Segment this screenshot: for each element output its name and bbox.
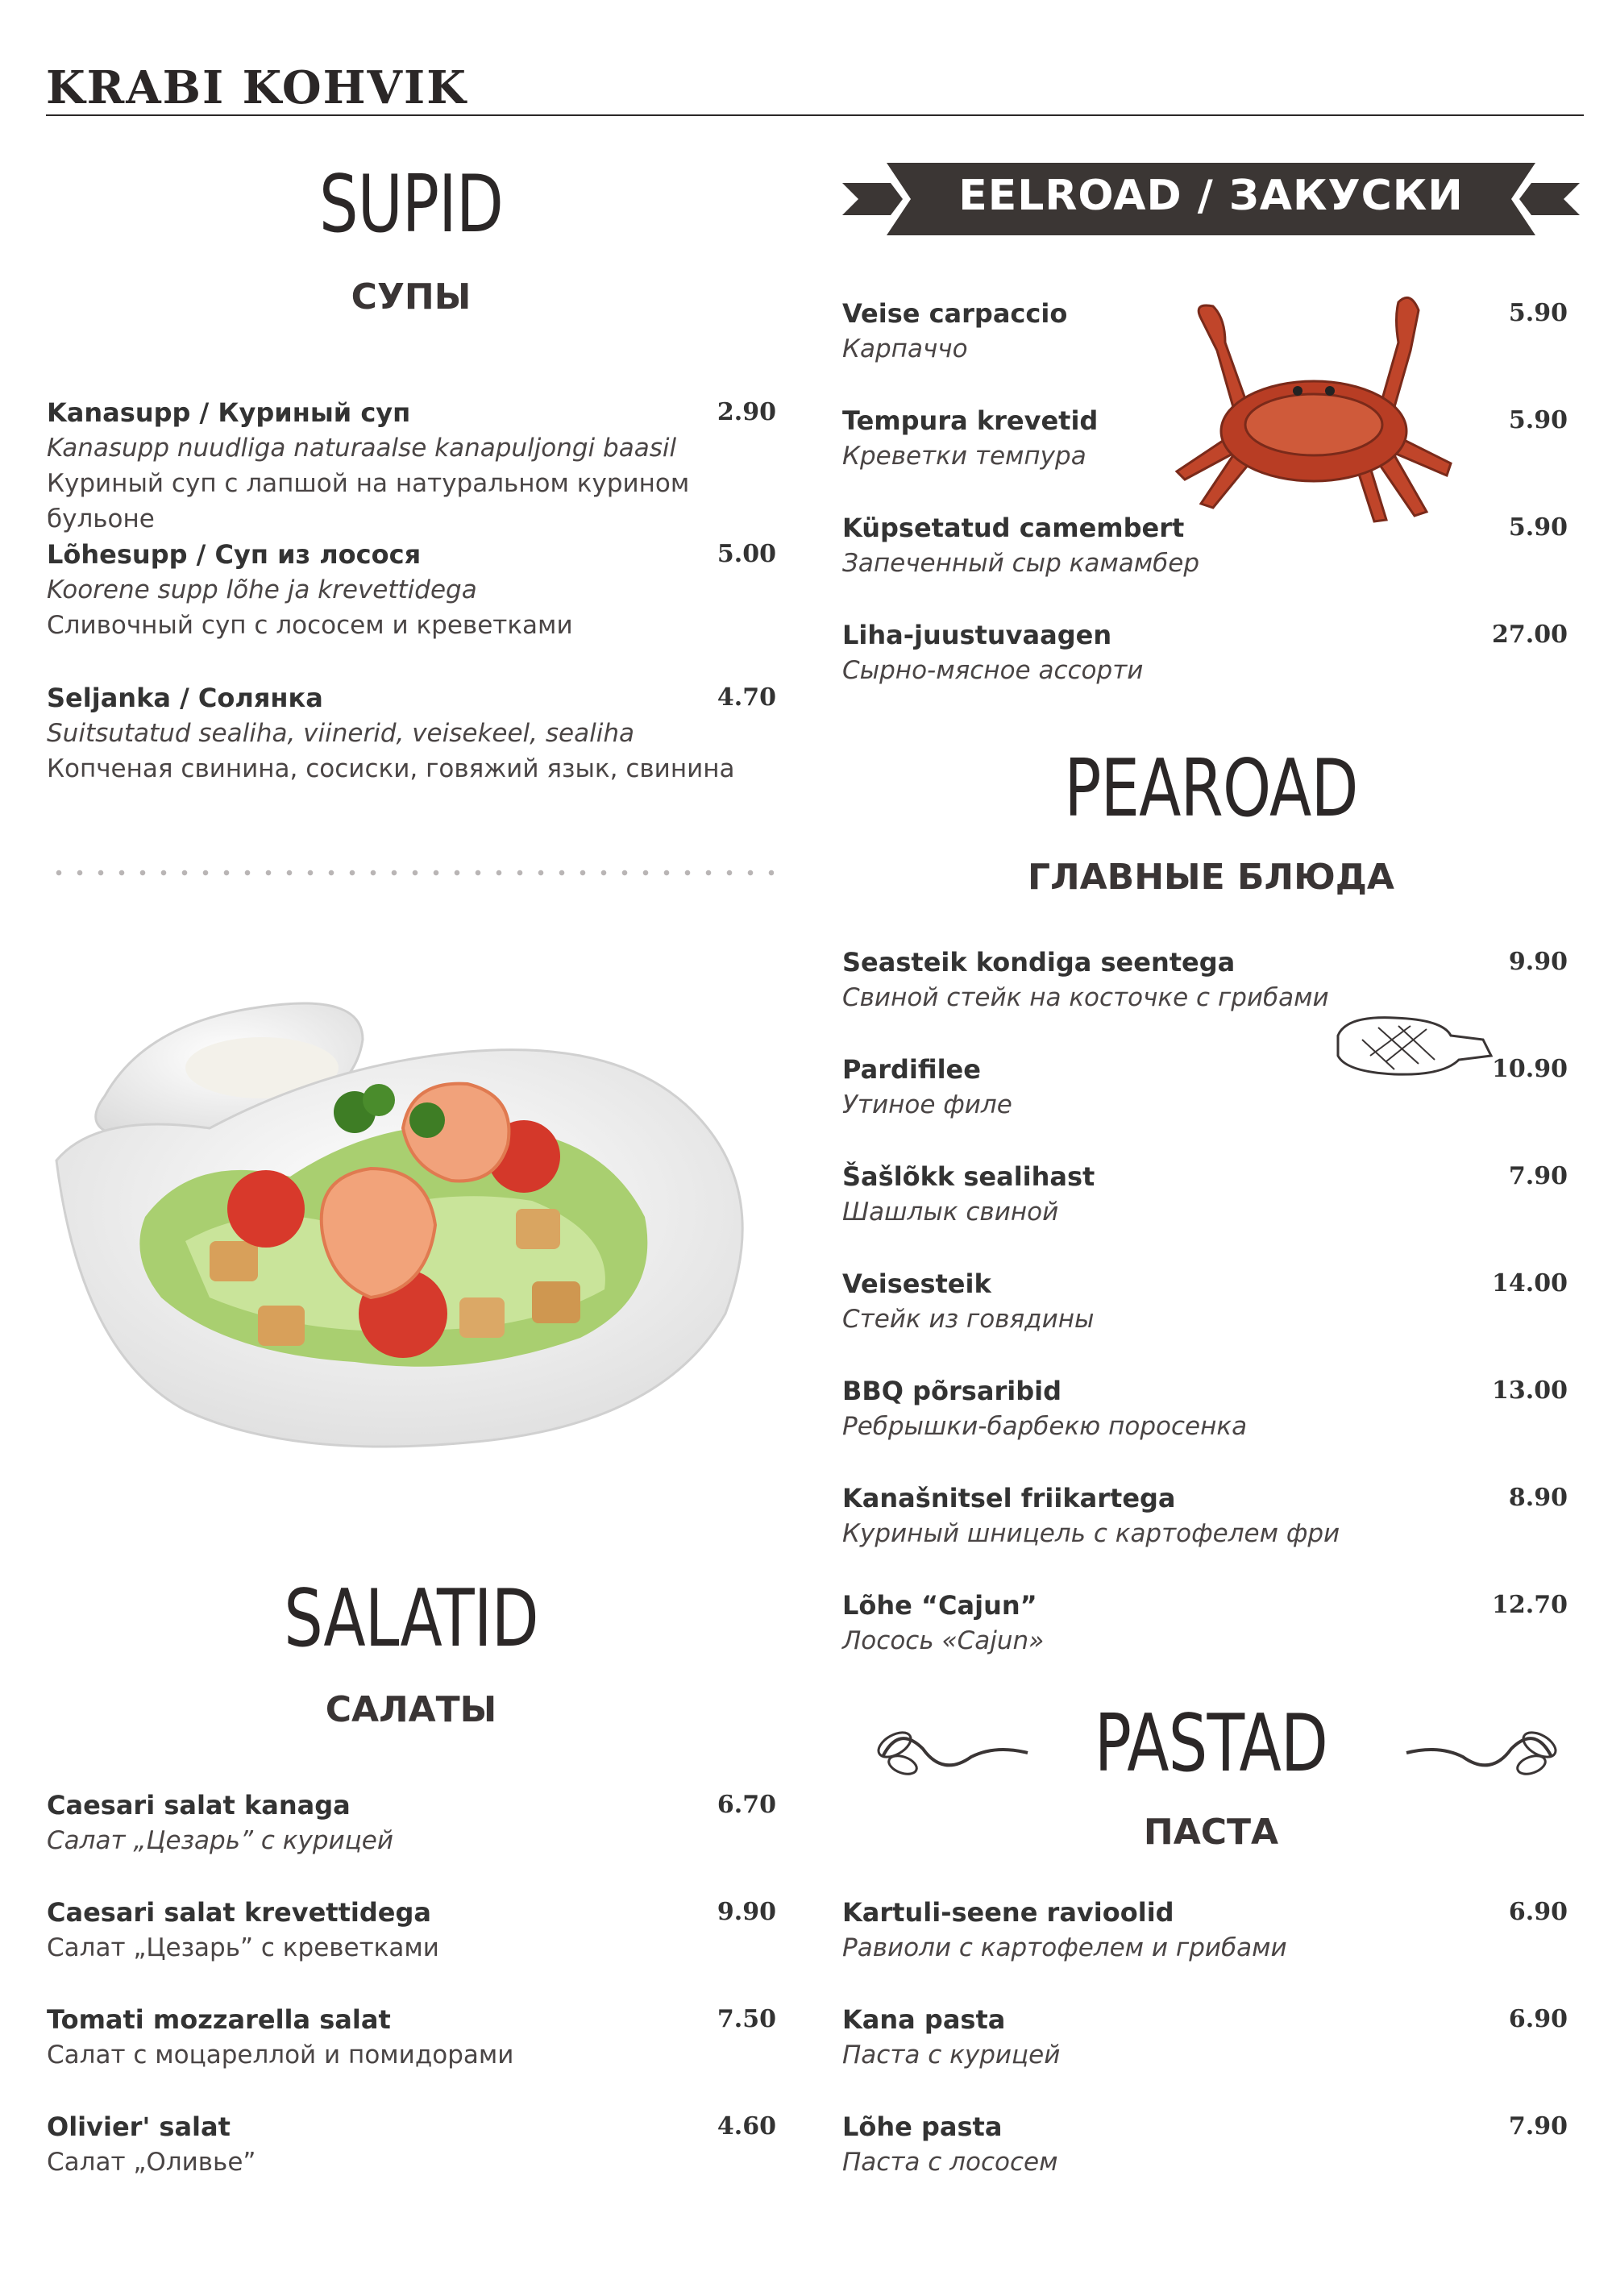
starter-item: [842, 510, 1568, 581]
item-description: Паста с курицей: [842, 2041, 1061, 2070]
item-price: 9.90: [717, 1898, 776, 1926]
pasta-item: [842, 1895, 1568, 1966]
starter-item: [842, 617, 1568, 688]
item-name: Lõhe “Cajun”: [842, 1590, 1037, 1621]
restaurant-name: KRABI KOHVIK: [46, 61, 467, 114]
pasta-item: [842, 2109, 1568, 2180]
item-description: Kanasupp nuudliga naturaalse kanapuljongi baasil: [47, 434, 677, 463]
item-price: 5.00: [717, 540, 776, 568]
main-item: [842, 1266, 1568, 1337]
salad-bowl-icon: [48, 975, 774, 1491]
pasta-title: PASTAD: [1094, 1698, 1328, 1790]
item-description: Салат „Цезарь” с креветками: [47, 1933, 439, 1962]
item-description: Равиоли с картофелем и грибами: [842, 1933, 1287, 1962]
item-description: Карпаччо: [842, 334, 968, 363]
starter-item: [842, 296, 1568, 367]
dotted-divider: [48, 870, 774, 876]
item-description: Креветки темпура: [842, 442, 1086, 471]
item-description-ru: Копченая свинина, сосиски, говяжий язык, свинина: [47, 754, 735, 783]
salads-subtitle: САЛАТЫ: [325, 1689, 497, 1730]
item-description: Паста с лососем: [842, 2148, 1058, 2177]
mains-title: PEAROAD: [1064, 743, 1358, 835]
main-item: [842, 1588, 1568, 1659]
item-description-ru: Сливочный суп с лососем и креветками: [47, 611, 573, 640]
main-item: [842, 1373, 1568, 1444]
starter-item: [842, 403, 1568, 474]
item-description: Suitsutatud sealiha, viinerid, veisekeel, sealiha: [47, 719, 634, 748]
item-name: Lõhe pasta: [842, 2111, 1003, 2142]
item-name: Seasteik kondiga seentega: [842, 947, 1236, 978]
item-description: Салат „Оливье”: [47, 2148, 256, 2177]
item-price: 9.90: [1508, 948, 1568, 976]
starters-title: EELROAD / ЗАКУСКИ: [958, 172, 1464, 220]
item-description: Запеченный сыр камамбер: [842, 549, 1200, 578]
salads-title: SALATID: [284, 1573, 538, 1665]
item-price: 27.00: [1492, 621, 1568, 649]
item-description: Свиной стейк на косточке с грибами: [842, 983, 1329, 1012]
item-description: Салат с моцареллой и помидорами: [47, 2041, 514, 2070]
item-price: 6.70: [717, 1791, 776, 1819]
item-price: 13.00: [1492, 1376, 1568, 1405]
item-description: Утиное филе: [842, 1090, 1012, 1119]
item-description: Сырно-мясное ассорти: [842, 656, 1144, 685]
item-description: Koorene supp lõhe ja krevettidega: [47, 575, 477, 604]
soup-item: [47, 537, 776, 643]
item-description: Куриный шницель с картофелем фри: [842, 1519, 1340, 1548]
item-price: 4.70: [717, 683, 776, 712]
item-name: Šašlõkk sealihast: [842, 1161, 1095, 1192]
item-description: Ребрышки-барбекю поросенка: [842, 1412, 1248, 1441]
item-name: Küpsetatud camembert: [842, 513, 1185, 543]
salad-item: [47, 1787, 776, 1858]
item-price: 2.90: [717, 398, 776, 426]
item-name: Olivier' salat: [47, 2111, 231, 2142]
item-description: Салат „Цезарь” с курицей: [47, 1826, 394, 1855]
item-name: Tomati mozzarella salat: [47, 2004, 391, 2035]
item-name: Caesari salat kanaga: [47, 1790, 351, 1821]
item-name: Tempura krevetid: [842, 405, 1099, 436]
item-price: 10.90: [1492, 1055, 1568, 1083]
item-name: Liha-juustuvaagen: [842, 620, 1112, 650]
item-price: 7.50: [717, 2005, 776, 2033]
item-description: Лосось «Cajun»: [842, 1626, 1045, 1655]
item-price: 6.90: [1508, 1898, 1568, 1926]
item-name: Seljanka / Солянка: [47, 683, 323, 713]
salad-item: [47, 2002, 776, 2073]
soups-title: SUPID: [318, 159, 504, 251]
item-name: Kana pasta: [842, 2004, 1006, 2035]
main-item: [842, 945, 1568, 1015]
mains-subtitle: ГЛАВНЫЕ БЛЮДА: [1028, 857, 1394, 898]
salad-item: [47, 2109, 776, 2180]
item-name: Lõhesupp / Суп из лосося: [47, 539, 422, 570]
item-price: 5.90: [1508, 299, 1568, 327]
main-item: [842, 1052, 1568, 1123]
item-description-ru: Куриный суп с лапшой на натуральном курином бульоне: [47, 469, 690, 534]
item-price: 6.90: [1508, 2005, 1568, 2033]
item-name: BBQ põrsaribid: [842, 1376, 1062, 1406]
item-name: Kanašnitsel friikartega: [842, 1483, 1176, 1513]
soup-item: [47, 395, 776, 537]
item-description: Шашлык свиной: [842, 1198, 1059, 1227]
soups-subtitle: СУПЫ: [351, 276, 472, 318]
header-divider: [46, 114, 1584, 116]
item-price: 7.90: [1508, 2112, 1568, 2140]
salad-item: [47, 1895, 776, 1966]
item-name: Kanasupp / Куриный суп: [47, 397, 411, 428]
main-item: [842, 1480, 1568, 1551]
item-name: Veise carpaccio: [842, 298, 1068, 329]
item-price: 7.90: [1508, 1162, 1568, 1190]
item-price: 14.00: [1492, 1269, 1568, 1297]
item-name: Kartuli-seene ravioolid: [842, 1897, 1174, 1928]
item-price: 4.60: [717, 2112, 776, 2140]
item-price: 5.90: [1508, 513, 1568, 542]
soup-item: [47, 680, 776, 787]
item-price: 5.90: [1508, 406, 1568, 434]
item-name: Pardifilee: [842, 1054, 981, 1085]
pasta-item: [842, 2002, 1568, 2073]
item-price: 12.70: [1492, 1591, 1568, 1619]
item-name: Caesari salat krevettidega: [47, 1897, 431, 1928]
item-name: Veisesteik: [842, 1268, 991, 1299]
main-item: [842, 1159, 1568, 1230]
item-description: Стейк из говядины: [842, 1305, 1095, 1334]
item-price: 8.90: [1508, 1484, 1568, 1512]
pasta-subtitle: ПАСТА: [1143, 1812, 1279, 1853]
